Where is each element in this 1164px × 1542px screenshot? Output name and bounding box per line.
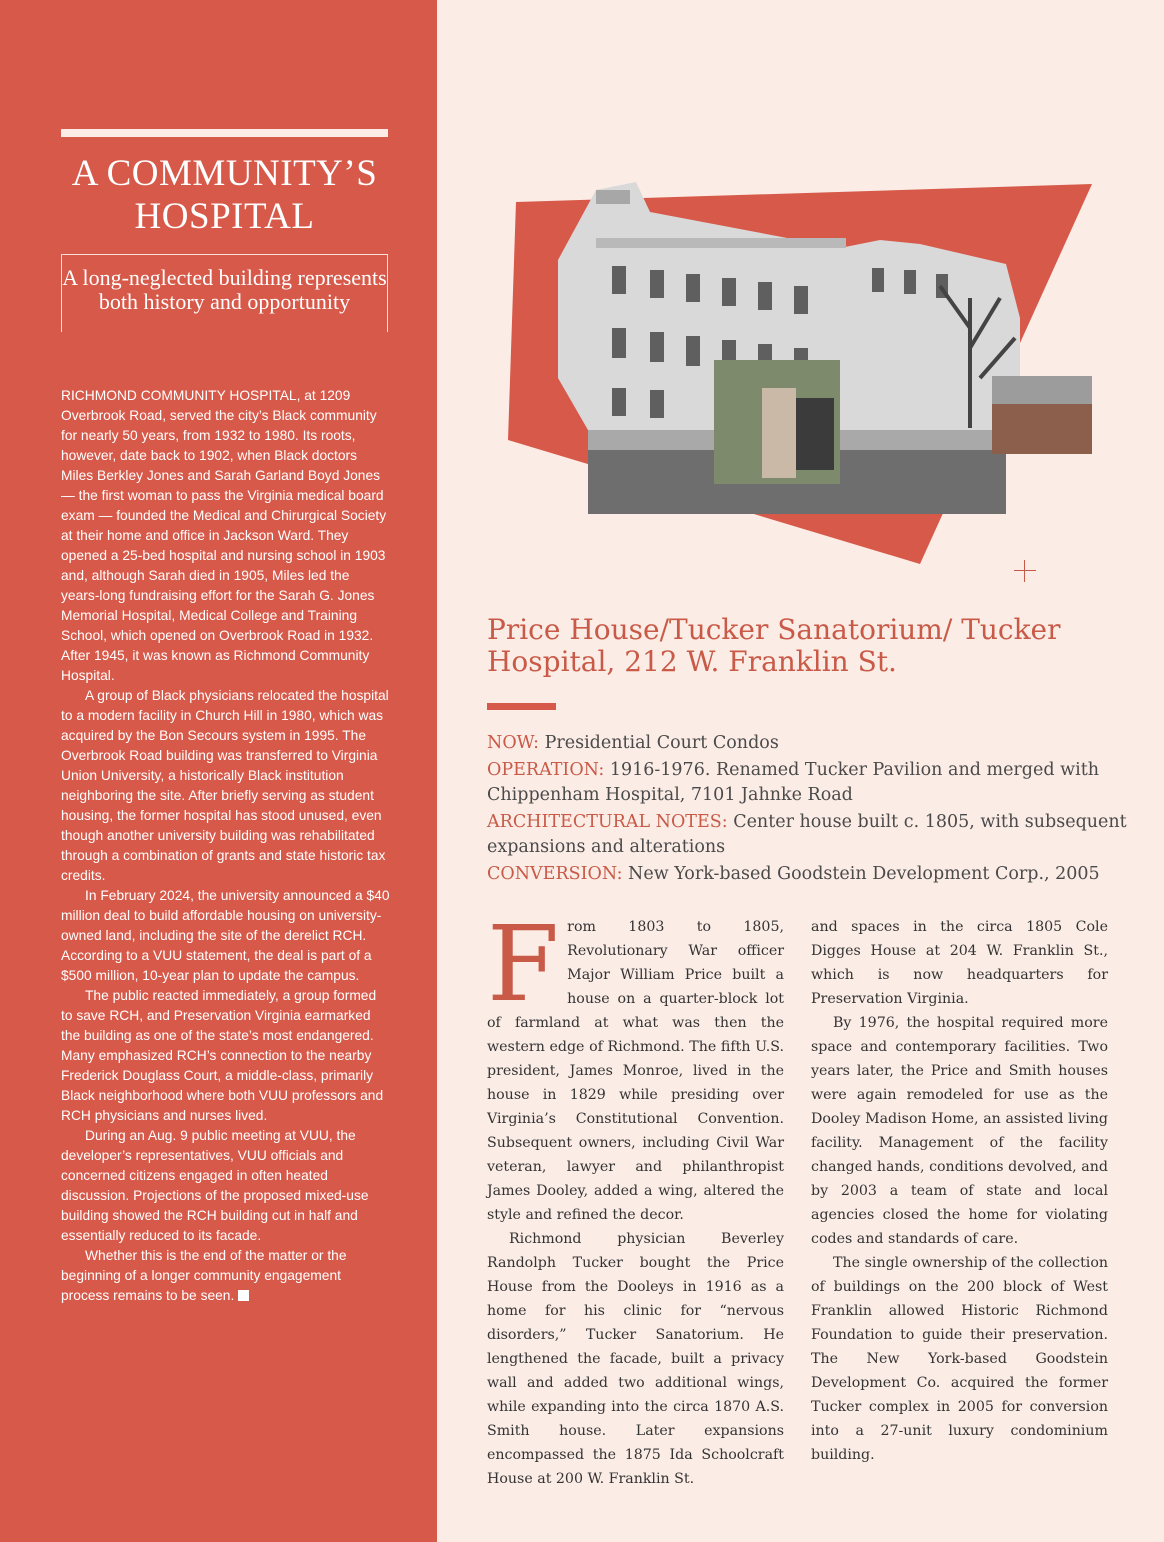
building-roof bbox=[596, 190, 630, 204]
fact-label: OPERATION: bbox=[487, 760, 605, 780]
article-paragraph-text: rom 1803 to 1805, Revolutionary War officer Major William Price built a house on a quarter-block lot of farmland at what was then the western edge of Richmond. The fifth U.S. president, James Monroe, lived in the house in 1829 while presiding over Virginia’s Constitutional Convention. Subsequent owners, including Civil War veteran, lawyer and philanthropist James Dooley, added a wing, altered the style and refined the decor. bbox=[487, 919, 784, 1223]
article-paragraph: The single ownership of the collection of buildings on the 200 block of West Franklin allowed Historic Richmond Foundation to guide their preservation. The New York-based Goodstein Development Co. acquired the former Tucker complex in 2005 for conversion into a 27-unit luxury condominium building. bbox=[811, 1255, 1108, 1463]
title-rule bbox=[487, 703, 556, 710]
article-paragraph: and spaces in the circa 1805 Cole Digges House at 204 W. Franklin St., which is now headquarters for Preservation Virginia. bbox=[811, 919, 1108, 1007]
fact-item bbox=[487, 758, 1147, 808]
article-paragraph: By 1976, the hospital required more space and contemporary facilities. Two years later, the Price and Smith houses were again remodeled for use as the Dooley Madison Home, an assisted living facility. Management of the facility changed hands, conditions devolved, and by 2003 a team of state and local agencies closed the home for violating codes and standards of care. bbox=[811, 1015, 1108, 1247]
sidebar-paragraph: A group of Black physicians relocated the hospital to a modern facility in Church Hill in 1980, which was acquired by the Bon Secours system in 1995. The Overbrook Road building was transferred to Virginia Union University, a historically Black institution neighboring the site. After briefly serving as student housing, the former hospital has stood unused, even though another university building was rehabilitated through a combination of grants and state historic tax credits. bbox=[61, 688, 389, 883]
sidebar-panel bbox=[0, 0, 437, 1542]
sidebar-paragraph: The public reacted immediately, a group formed to save RCH, and Preservation Virginia earmarked the building as one of the state’s most endangered. Many emphasized RCH’s connection to the nearby Frederick Douglass Court, a middle-class, primarily Black neighborhood where both VUU professors and RCH physicians and nurses lived. bbox=[61, 988, 384, 1123]
building-photo-collage bbox=[500, 178, 1100, 578]
fact-value: New York-based Goodstein Development Corp., 2005 bbox=[622, 864, 1100, 884]
sidebar-subtitle: A long-neglected building represents both history and opportunity bbox=[61, 254, 388, 332]
sidebar-title: A COMMUNITY’S HOSPITAL bbox=[71, 153, 378, 237]
gate-pillar bbox=[762, 388, 796, 478]
drop-cap: F bbox=[487, 903, 560, 1025]
sidebar-top-rule bbox=[61, 129, 388, 137]
sidebar-paragraph: RICHMOND COMMUNITY HOSPITAL, at 1209 Overbrook Road, served the city’s Black community for nearly 50 years, from 1932 to 1980. Its roots, however, date back to 1902, when Black doctors Miles Berkley Jones and Sarah Garland Boyd Jones — the first woman to pass the Virginia medical board exam — founded the Medical and Chirurgical Society at their home and office in Jackson Ward. They opened a 25-bed hospital and nursing school in 1903 and, although Sarah died in 1905, Miles led the years-long fundraising effort for the Sarah G. Jones Memorial Hospital, Medical College and Training School, which opened on Overbrook Road in 1932. After 1945, it was known as Richmond Community Hospital. bbox=[61, 388, 387, 683]
end-mark-icon bbox=[238, 1290, 249, 1301]
sign-photo-wall bbox=[992, 404, 1092, 454]
article-paragraph: Richmond physician Beverley Randolph Tucker bought the Price House from the Dooleys in 1916 as a home for his clinic for “nervous disorders,” Tucker Sanatorium. He lengthened the facade, built a privacy wall and added two additional wings, while expanding into the circa 1870 A.S. Smith house. Later expansions encompassed the 1875 Ida Schoolcraft House at 200 W. Franklin St. bbox=[487, 1231, 784, 1487]
sidebar-paragraph: During an Aug. 9 public meeting at VUU, the developer’s representatives, VUU officials and concerned citizens engaged in often heated discussion. Projections of the proposed mixed-use building showed the RCH building cut in half and essentially reduced to its facade. bbox=[61, 1128, 369, 1243]
fact-item bbox=[487, 731, 1147, 756]
fact-item bbox=[487, 862, 1147, 887]
sidebar-paragraph-last bbox=[61, 1246, 391, 1306]
article-paragraph bbox=[487, 903, 784, 1227]
fact-value: 1916-1976. Renamed Tucker Pavilion and merged with Chippenham Hospital, 7101 Jahnke Road bbox=[487, 760, 1099, 805]
sidebar-paragraph-text: Whether this is the end of the matter or the beginning of a longer community engagement process remains to be seen. bbox=[61, 1248, 347, 1303]
fact-label: NOW: bbox=[487, 733, 540, 753]
building-cornice bbox=[596, 238, 846, 248]
article-column-left bbox=[487, 903, 784, 1491]
article-column-right bbox=[811, 915, 1108, 1467]
fact-label: ARCHITECTURAL NOTES: bbox=[487, 812, 728, 832]
sidebar-body bbox=[61, 386, 391, 1306]
fact-value: Presidential Court Condos bbox=[539, 733, 779, 753]
fact-item bbox=[487, 810, 1147, 860]
fact-list bbox=[487, 731, 1147, 889]
fact-value: Center house built c. 1805, with subsequent expansions and alterations bbox=[487, 812, 1127, 857]
sidebar-paragraph: In February 2024, the university announced a $40 million deal to build affordable housing on university-owned land, including the site of the derelict RCH. According to a VUU statement, the deal is part of a $500 million, 10-year plan to update the campus. bbox=[61, 888, 390, 983]
gate-ironwork bbox=[796, 398, 834, 470]
article-title: Price House/Tucker Sanatorium/ Tucker Hospital, 212 W. Franklin St. bbox=[487, 613, 1061, 678]
fact-label: CONVERSION: bbox=[487, 864, 623, 884]
crosshair-icon bbox=[1014, 560, 1036, 582]
